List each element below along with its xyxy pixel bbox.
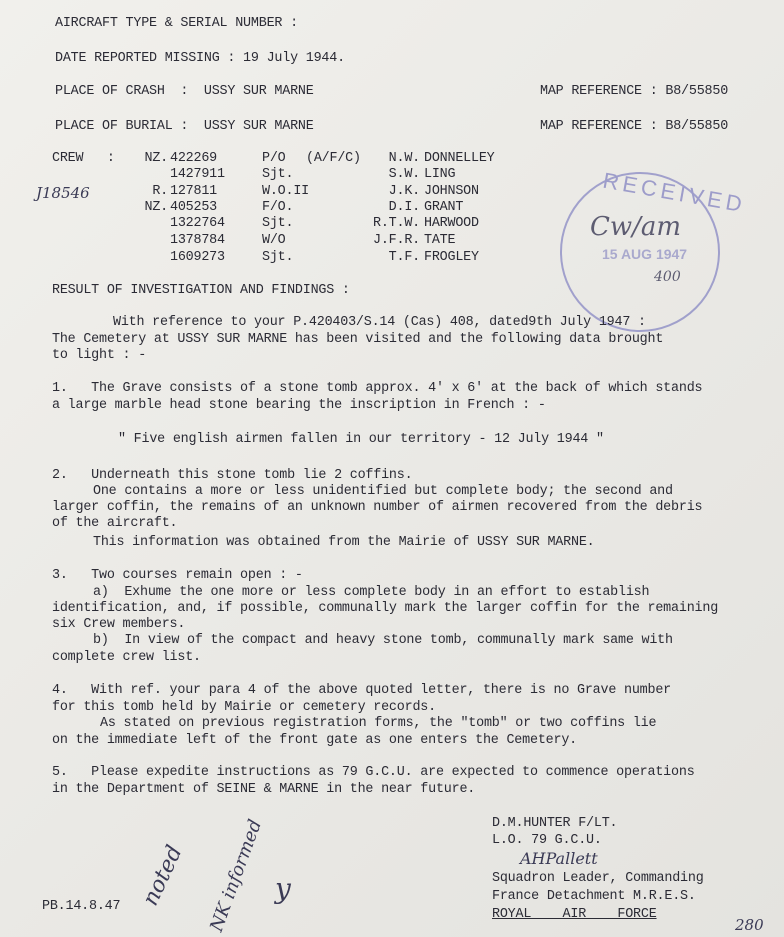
crew-surname: JOHNSON (424, 184, 479, 199)
handwritten-signature: AHPallett (520, 849, 598, 868)
crew-rank: Sjt. (262, 250, 294, 265)
crew-service-number: 1322764 (170, 216, 225, 231)
place-of-crash-field: PLACE OF CRASH : USSY SUR MARNE (55, 84, 314, 99)
crew-service-number: 127811 (170, 184, 218, 199)
crew-prefix: R. (152, 184, 168, 199)
signatory-name: D.M.HUNTER F/LT. (492, 816, 618, 831)
paragraph-4-line: As stated on previous registration forms, the "tomb" or two coffins lie (100, 716, 657, 731)
crew-initials: J.F.R. (372, 233, 420, 248)
paragraph-4-line: for this tomb held by Mairie or cemetery records. (52, 700, 436, 715)
crew-service-number: 1427911 (170, 167, 225, 182)
crew-rank: P/O (262, 151, 286, 166)
paragraph-3-line: six Crew members. (52, 617, 186, 632)
crew-initials: D.I. (388, 200, 420, 215)
paragraph-4-line: 4. With ref. your para 4 of the above quoted letter, there is no Grave number (52, 683, 672, 698)
stamp-mark: 400 (654, 269, 681, 285)
stamp-date: 15 AUG 1947 (602, 246, 688, 262)
crew-surname: LING (424, 167, 456, 182)
crew-rank: Sjt. (262, 167, 294, 182)
paragraph-1-line: a large marble head stone bearing the inscription in French : - (52, 398, 546, 413)
crew-service-number: 1378784 (170, 233, 225, 248)
aircraft-type-field: AIRCRAFT TYPE & SERIAL NUMBER : (55, 16, 298, 31)
crew-initials: J.K. (388, 184, 420, 199)
crew-initials: T.F. (388, 250, 420, 265)
paragraph-3-line: complete crew list. (52, 650, 201, 665)
paragraph-2-line: One contains a more or less unidentified but complete body; the second and (93, 484, 673, 499)
crew-rank: W/O (262, 233, 286, 248)
paragraph-5-line: 5. Please expedite instructions as 79 G.C.U. are expected to commence operations (52, 765, 695, 780)
crew-initials: N.W. (388, 151, 420, 166)
crew-initials: R.T.W. (372, 216, 420, 231)
signatory-service: ROYAL AIR FORCE (492, 907, 657, 922)
crew-initials: S.W. (388, 167, 420, 182)
received-stamp (560, 167, 748, 332)
date-missing-field: DATE REPORTED MISSING : 19 July 1944. (55, 51, 345, 66)
crew-rank: W.O.II (262, 184, 310, 199)
findings-heading: RESULT OF INVESTIGATION AND FINDINGS : (52, 283, 350, 298)
intro-line: to light : - (52, 348, 147, 363)
place-of-burial-field: PLACE OF BURIAL : USSY SUR MARNE (55, 119, 314, 134)
handwritten-note: y (275, 872, 291, 905)
signatory-unit: L.O. 79 G.C.U. (492, 833, 602, 848)
crew-rank: F/O. (262, 200, 294, 215)
crash-map-reference: MAP REFERENCE : B8/55850 (540, 84, 729, 99)
handwritten-note: NK informed (206, 816, 267, 935)
crew-prefix: NZ. (144, 200, 168, 215)
crew-prefix: NZ. (144, 151, 168, 166)
handwritten-crew-ref: J18546 (36, 184, 90, 202)
crew-surname: HARWOOD (424, 216, 479, 231)
paragraph-1-line: 1. The Grave consists of a stone tomb approx. 4' x 6' at the back of which stands (52, 381, 703, 396)
signatory-detachment: France Detachment M.R.E.S. (492, 889, 696, 904)
inscription-quote: " Five english airmen fallen in our territory - 12 July 1944 " (118, 432, 604, 447)
reference-code: PB.14.8.47 (42, 899, 121, 914)
crew-rank: Sjt. (262, 216, 294, 231)
crew-surname: FROGLEY (424, 250, 479, 265)
crew-service-number: 405253 (170, 200, 218, 215)
handwritten-note: noted (138, 841, 188, 910)
burial-map-reference: MAP REFERENCE : B8/55850 (540, 119, 729, 134)
intro-line: With reference to your P.420403/S.14 (Cas) 408, dated9th July 1947 : (113, 315, 646, 330)
crew-role: (A/F/C) (306, 151, 361, 166)
stamp-word: RECEIVED (601, 167, 748, 218)
paragraph-3-line: identification, and, if possible, communally mark the larger coffin for the remaining (52, 601, 719, 616)
stamp-initials: Cw/am (590, 212, 682, 242)
crew-service-number: 1609273 (170, 250, 225, 265)
paragraph-4-line: on the immediate left of the front gate as one enters the Cemetery. (52, 733, 577, 748)
paragraph-3-line: b) In view of the compact and heavy stone tomb, communally mark same with (93, 633, 673, 648)
paragraph-3-line: 3. Two courses remain open : - (52, 568, 303, 583)
intro-line: The Cemetery at USSY SUR MARNE has been visited and the following data brought (52, 332, 664, 347)
crew-service-number: 422269 (170, 151, 218, 166)
paragraph-2-line: of the aircraft. (52, 516, 178, 531)
paragraph-2-line: larger coffin, the remains of an unknown number of airmen recovered from the debris (52, 500, 703, 515)
crew-surname: GRANT (424, 200, 464, 215)
paragraph-5-line: in the Department of SEINE & MARNE in the near future. (52, 782, 476, 797)
paragraph-2-line: This information was obtained from the Mairie of USSY SUR MARNE. (93, 535, 595, 550)
crew-surname: DONNELLEY (424, 151, 495, 166)
paragraph-3-line: a) Exhume the one more or less complete body in an effort to establish (93, 585, 650, 600)
paragraph-2-line: 2. Underneath this stone tomb lie 2 coffins. (52, 468, 413, 483)
signatory-title: Squadron Leader, Commanding (492, 871, 704, 886)
crew-label: CREW : (52, 151, 115, 166)
page-number: 280 (735, 916, 764, 934)
crew-surname: TATE (424, 233, 456, 248)
